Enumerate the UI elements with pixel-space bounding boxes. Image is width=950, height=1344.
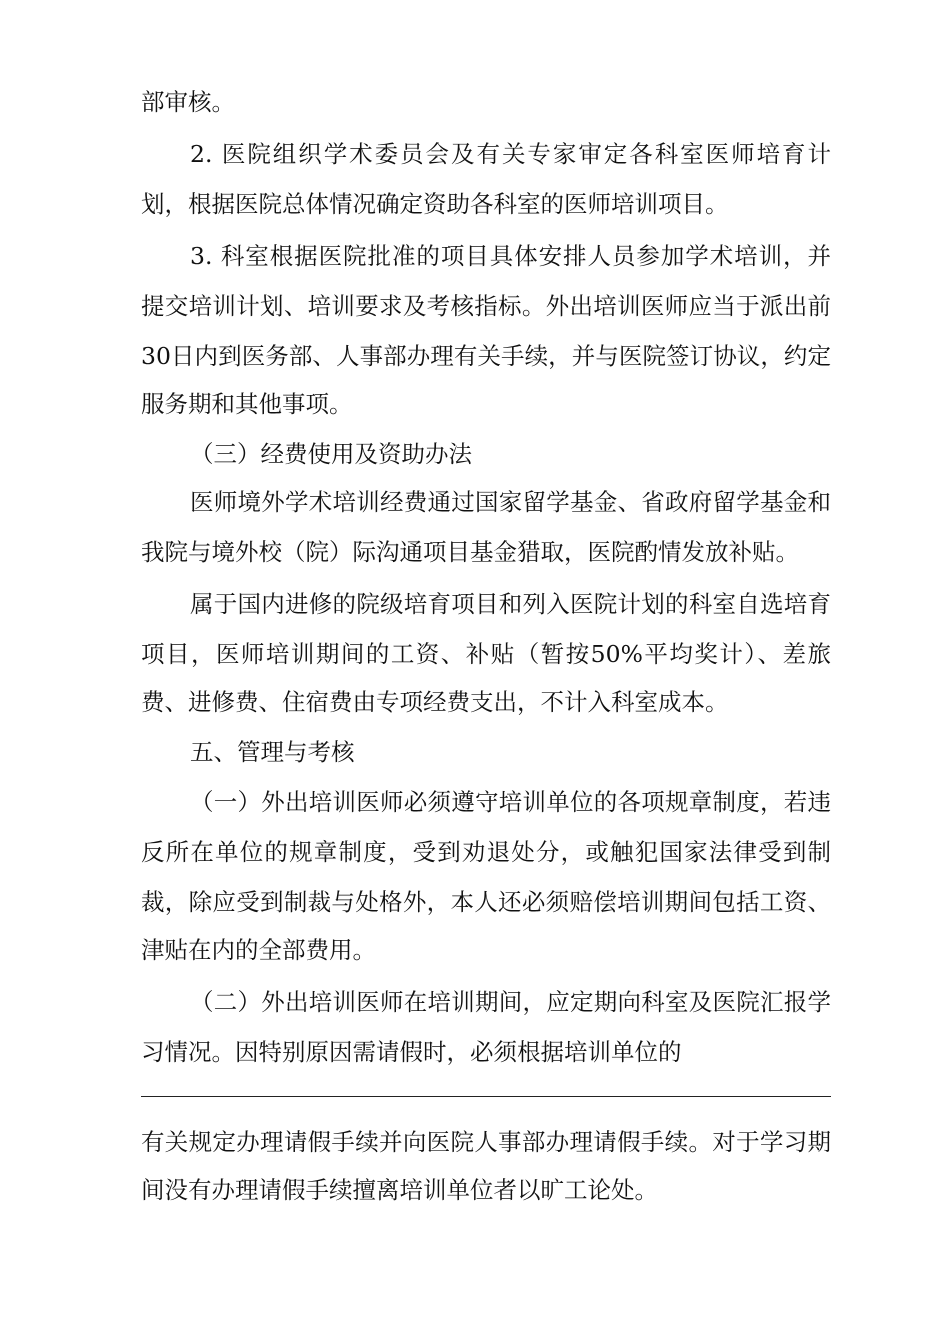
paragraph-line: 津贴在内的全部费用。 xyxy=(141,936,376,964)
paragraph-line: 裁，除应受到制裁与处格外，本人还必须赔偿培训期间包括工资、 xyxy=(141,888,831,916)
paragraph-line: 提交培训计划、培训要求及考核指标。外出培训医师应当于派出前 xyxy=(141,292,831,320)
paragraph-line: 反所在单位的规章制度，受到劝退处分，或触犯国家法律受到制 xyxy=(141,838,831,866)
paragraph-line: 服务期和其他事项。 xyxy=(141,390,353,418)
page-divider xyxy=(141,1096,831,1097)
paragraph-line: 习情况。因特别原因需请假时，必须根据培训单位的 xyxy=(141,1038,682,1066)
paragraph-line: 部审核。 xyxy=(141,88,235,116)
paragraph-line: 2. 医院组织学术委员会及有关专家审定各科室医师培育计 xyxy=(190,140,831,168)
section-heading: 五、管理与考核 xyxy=(190,738,355,766)
paragraph-line: 医师境外学术培训经费通过国家留学基金、省政府留学基金和 xyxy=(190,488,831,516)
paragraph-line: 间没有办理请假手续擅离培训单位者以旷工论处。 xyxy=(141,1176,658,1204)
paragraph-line: 30日内到医务部、人事部办理有关手续，并与医院签订协议，约定 xyxy=(141,342,831,370)
paragraph-line: 我院与境外校（院）际沟通项目基金猎取，医院酌情发放补贴。 xyxy=(141,538,799,566)
paragraph-line: 项目，医师培训期间的工资、补贴（暂按50%平均奖计）、差旅 xyxy=(141,640,831,668)
paragraph-line: （二）外出培训医师在培训期间，应定期向科室及医院汇报学 xyxy=(190,988,831,1016)
paragraph-line: 划，根据医院总体情况确定资助各科室的医师培训项目。 xyxy=(141,190,729,218)
section-heading: （三）经费使用及资助办法 xyxy=(190,440,472,468)
paragraph-line: 费、进修费、住宿费由专项经费支出，不计入科室成本。 xyxy=(141,688,729,716)
paragraph-line: 属于国内进修的院级培育项目和列入医院计划的科室自选培育 xyxy=(190,590,831,618)
paragraph-line: 3. 科室根据医院批准的项目具体安排人员参加学术培训，并 xyxy=(190,242,831,270)
paragraph-line: （一）外出培训医师必须遵守培训单位的各项规章制度，若违 xyxy=(190,788,831,816)
paragraph-line: 有关规定办理请假手续并向医院人事部办理请假手续。对于学习期 xyxy=(141,1128,831,1156)
